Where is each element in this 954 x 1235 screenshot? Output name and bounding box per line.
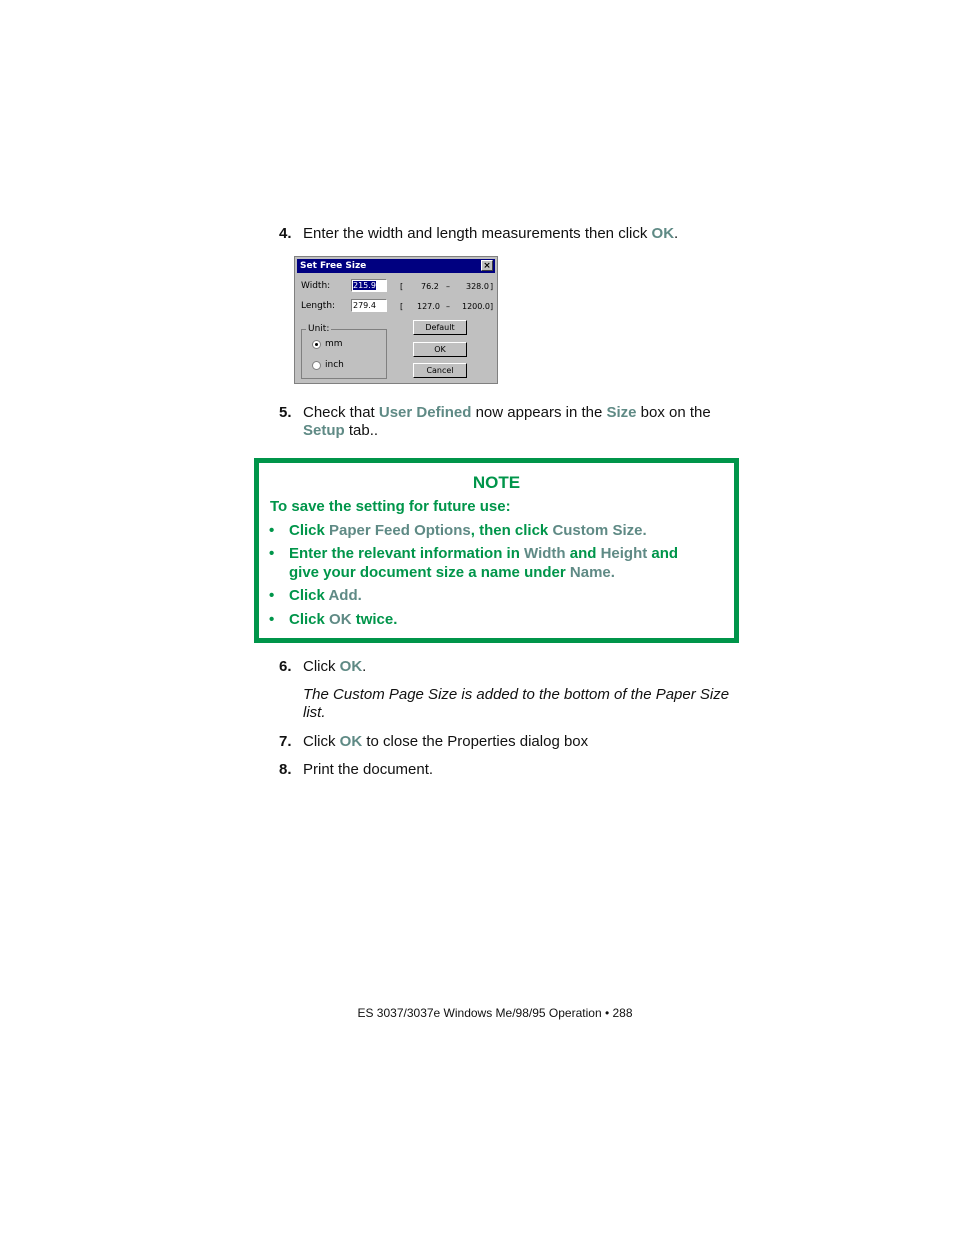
bullet: •	[269, 522, 275, 539]
text-part: Click	[303, 733, 340, 750]
range-bracket: ]	[490, 302, 494, 311]
ok-term: OK	[339, 658, 363, 675]
range-dash: –	[446, 302, 450, 311]
text-part: , then click	[470, 522, 553, 539]
step-text	[303, 225, 743, 243]
radio-inch[interactable]	[312, 361, 321, 370]
text-part: Click	[289, 587, 329, 604]
paper-feed-options-term: Paper Feed Options	[329, 522, 471, 539]
page-footer: ES 3037/3037e Windows Me/98/95 Operation • 288	[357, 1006, 633, 1020]
inch-label: inch	[325, 360, 344, 370]
length-max: 1200.0	[462, 302, 490, 311]
default-button[interactable]: Default	[413, 320, 467, 335]
text-part: Click	[289, 522, 330, 539]
ok-term: OK	[651, 225, 675, 242]
width-term: Width	[524, 545, 566, 562]
ok-term: OK	[329, 611, 352, 628]
text-part: Check that	[303, 404, 379, 421]
dialog-title-bar	[297, 259, 495, 273]
step-number: 7.	[279, 733, 292, 750]
unit-label: Unit:	[308, 324, 330, 334]
cancel-button[interactable]: Cancel	[413, 363, 467, 378]
bullet: •	[269, 545, 275, 562]
width-label: Width:	[301, 281, 331, 291]
width-input[interactable]	[351, 279, 387, 292]
text-part: give your document size a name under	[289, 564, 570, 581]
dialog-title: Set Free Size	[300, 261, 367, 271]
text-part: to close the Properties dialog box	[362, 733, 589, 750]
note-item-2	[289, 544, 719, 582]
punct: .	[674, 225, 679, 242]
step-number: 4.	[279, 225, 292, 242]
width-max: 328.0	[466, 282, 489, 291]
step-number: 8.	[279, 761, 292, 778]
note-item-3	[289, 586, 719, 605]
step-text	[303, 404, 743, 440]
text-part: Enter the relevant information in	[289, 545, 525, 562]
length-input[interactable]: 279.4	[351, 299, 387, 312]
name-term: Name	[569, 564, 611, 581]
note-item-1	[289, 521, 719, 540]
range-dash: –	[446, 282, 450, 291]
close-icon[interactable]: ×	[481, 260, 493, 271]
add-term: Add	[328, 587, 358, 604]
punct: .	[362, 658, 367, 675]
bullet: •	[269, 611, 275, 628]
mm-label: mm	[325, 339, 343, 349]
step-6-result: The Custom Page Size is added to the bottom of the Paper Size list.	[303, 686, 730, 721]
punct: .	[642, 522, 647, 539]
width-value: 215.9	[353, 281, 376, 290]
ok-term: OK	[339, 733, 363, 750]
text-part: now appears in the	[471, 404, 607, 421]
note-title: NOTE	[472, 473, 521, 492]
text-part: Click	[303, 658, 340, 675]
radio-mm[interactable]	[312, 340, 321, 349]
step-number: 6.	[279, 658, 292, 675]
punct: .	[610, 564, 615, 581]
range-bracket: [	[400, 302, 404, 311]
length-label: Length:	[301, 301, 336, 311]
height-term: Height	[600, 545, 648, 562]
user-defined-term: User Defined	[378, 404, 472, 421]
step-text: Print the document.	[303, 761, 434, 778]
size-term: Size	[606, 404, 637, 421]
text-part: box on the	[636, 404, 711, 421]
unit-group	[301, 324, 387, 379]
text-part: and	[565, 545, 601, 562]
bullet: •	[269, 587, 275, 604]
width-min: 76.2	[421, 282, 439, 291]
custom-size-term: Custom Size	[552, 522, 643, 539]
text-part: twice.	[351, 611, 398, 628]
note-item-4	[289, 610, 719, 629]
setup-term: Setup	[303, 422, 345, 439]
range-bracket: [	[400, 282, 404, 291]
set-free-size-dialog	[294, 256, 498, 384]
length-min: 127.0	[417, 302, 440, 311]
note-box	[254, 458, 739, 643]
note-intro: To save the setting for future use:	[270, 498, 511, 515]
step-text	[303, 658, 743, 676]
range-bracket: ]	[490, 282, 494, 291]
punct: .	[357, 587, 362, 604]
step-text	[303, 733, 743, 751]
step-4-text: Enter the width and length measurements then click	[303, 225, 652, 242]
step-number: 5.	[279, 404, 292, 421]
text-part: tab..	[344, 422, 379, 439]
ok-button[interactable]: OK	[413, 342, 467, 357]
text-part: Click	[289, 611, 330, 628]
text-part: and	[647, 545, 679, 562]
